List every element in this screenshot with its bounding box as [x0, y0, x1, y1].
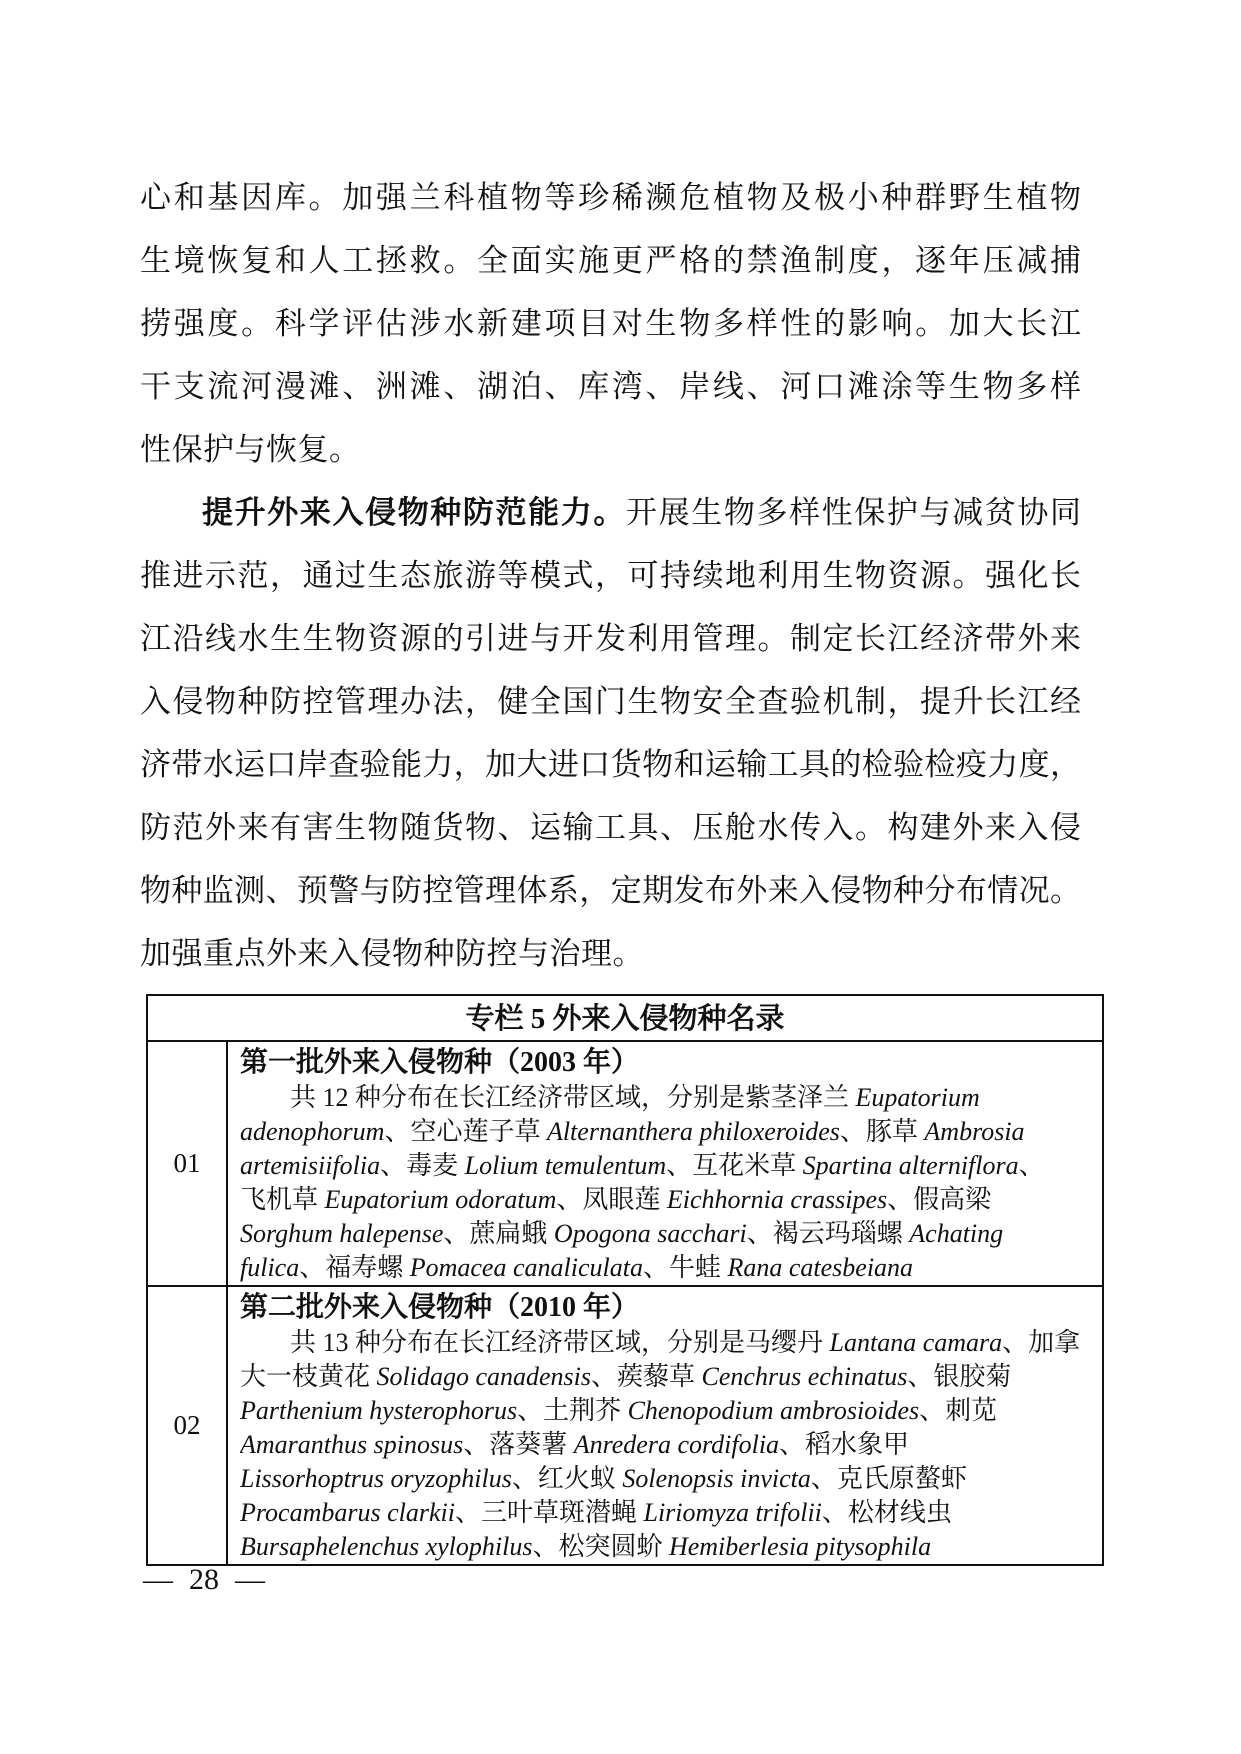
- text-segment: 、红火蚁: [511, 1464, 623, 1493]
- table-row: [148, 1042, 1102, 1285]
- text-segment: 、稻水象甲: [779, 1430, 910, 1459]
- species-latin-name: Procambarus clarkii: [240, 1498, 455, 1527]
- species-latin-name: adenophorum: [240, 1117, 385, 1146]
- text-line: [240, 1360, 1092, 1394]
- footer-dash-left: —: [143, 1563, 173, 1596]
- text-segment: 、福寿螺: [299, 1253, 410, 1282]
- infobox-title: 专栏 5 外来入侵物种名录: [148, 996, 1102, 1042]
- table-row: [148, 1285, 1102, 1564]
- row-number: 02: [148, 1287, 228, 1564]
- text-segment: 济带水运口岸查验能力，加大进口货物和运输工具的检验检疫力度，: [140, 747, 1081, 782]
- text-segment: 、互花米草: [666, 1151, 803, 1180]
- text-segment: 大一枝黄花: [240, 1362, 377, 1391]
- row-heading: 第一批外来入侵物种（2003 年）: [240, 1047, 640, 1078]
- species-latin-name: Hemiberlesia pitysophila: [668, 1532, 932, 1561]
- text-line: [140, 733, 1081, 796]
- text-segment: 性保护与恢复。: [140, 432, 361, 467]
- text-segment: 、三叶草斑潜蝇: [454, 1498, 644, 1527]
- species-latin-name: Pomacea canaliculata: [409, 1253, 643, 1282]
- text-segment: 共 12 种分布在长江经济带区域，分别是紫茎泽兰: [290, 1083, 856, 1112]
- species-latin-name: Opogona sacchari: [553, 1219, 747, 1248]
- text-segment: 、空心莲子草: [384, 1117, 547, 1146]
- text-segment: 、假高梁: [887, 1185, 992, 1214]
- row-body: [240, 1326, 1092, 1564]
- text-line: [140, 166, 1081, 229]
- species-latin-name: Solidago canadensis: [376, 1362, 592, 1391]
- text-segment: 、土荆芥: [517, 1396, 628, 1425]
- species-latin-name: Alternanthera philoxeroides: [546, 1117, 840, 1146]
- text-line: [140, 859, 1081, 922]
- species-latin-name: Achating: [909, 1219, 1004, 1248]
- text-line: [240, 1496, 1092, 1530]
- text-segment: 、刺苋: [919, 1396, 998, 1425]
- text-segment: 、: [1018, 1151, 1045, 1180]
- infobox-invasive-species: [146, 994, 1104, 1566]
- text-line: [240, 1428, 1092, 1462]
- page-number: 28: [189, 1563, 219, 1596]
- species-latin-name: Eichhornia crassipes: [666, 1185, 888, 1214]
- text-segment: 、毒麦: [380, 1151, 465, 1180]
- text-segment: 共 13 种分布在长江经济带区域，分别是马缨丹: [290, 1328, 830, 1357]
- text-line: [240, 1530, 1092, 1564]
- text-segment: 、克氏原螯虾: [810, 1464, 967, 1493]
- text-line: [140, 481, 1081, 544]
- text-segment: 捞强度。科学评估涉水新建项目对生物多样性的影响。加大长江: [140, 306, 1081, 341]
- text-line: [140, 292, 1081, 355]
- text-segment: 干支流河漫滩、洲滩、湖泊、库湾、岸线、河口滩涂等生物多样: [140, 369, 1081, 404]
- text-line: [240, 1394, 1092, 1428]
- text-segment: 飞机草: [240, 1185, 325, 1214]
- text-line: [240, 1462, 1092, 1496]
- text-segment: 心和基因库。加强兰科植物等珍稀濒危植物及极小种群野生植物: [140, 180, 1081, 215]
- species-latin-name: Eupatorium odoratum: [324, 1185, 557, 1214]
- text-segment: 、蒺藜草: [591, 1362, 702, 1391]
- text-line: [240, 1081, 1092, 1115]
- text-line: [140, 922, 1081, 985]
- species-latin-name: Chenopodium ambrosioides: [627, 1396, 920, 1425]
- text-segment: 物种监测、预警与防控管理体系，定期发布外来入侵物种分布情况。: [140, 873, 1081, 908]
- text-line: [140, 544, 1081, 607]
- text-segment: 、松突圆蚧: [532, 1532, 669, 1561]
- text-segment: 开展生物多样性保护与减贫协同: [626, 495, 1081, 530]
- species-latin-name: Lissorhoptrus oryzophilus: [240, 1464, 512, 1493]
- text-line: [240, 1115, 1092, 1149]
- text-line: [240, 1326, 1092, 1360]
- footer-dash-right: —: [235, 1563, 265, 1596]
- text-line: [140, 796, 1081, 859]
- row-number: 01: [148, 1042, 228, 1285]
- text-line: [140, 418, 1081, 481]
- species-latin-name: Lolium temulentum: [464, 1151, 667, 1180]
- species-latin-name: Solenopsis invicta: [622, 1464, 811, 1493]
- text-line: [240, 1251, 1092, 1285]
- text-segment: 、豚草: [839, 1117, 925, 1146]
- row-heading: 第二批外来入侵物种（2010 年）: [240, 1292, 640, 1323]
- species-latin-name: Spartina alterniflora: [802, 1151, 1019, 1180]
- species-latin-name: Bursaphelenchus xylophilus: [240, 1532, 533, 1561]
- text-segment: 、加拿: [1002, 1328, 1081, 1357]
- species-latin-name: Rana catesbeiana: [727, 1253, 914, 1282]
- species-latin-name: artemisiifolia: [240, 1151, 381, 1180]
- text-segment: 江沿线水生生物资源的引进与开发利用管理。制定长江经济带外来: [140, 621, 1081, 656]
- page-footer: [143, 1558, 265, 1602]
- text-segment: 生境恢复和人工拯救。全面实施更严格的禁渔制度，逐年压减捕: [140, 243, 1081, 278]
- species-latin-name: Lantana camara: [829, 1328, 1003, 1357]
- species-latin-name: Ambrosia: [924, 1117, 1025, 1146]
- text-segment: 、银胶菊: [907, 1362, 1012, 1391]
- text-segment: 、落葵薯: [463, 1430, 574, 1459]
- text-segment: 提升外来入侵物种防范能力。: [202, 495, 626, 530]
- species-latin-name: fulica: [240, 1253, 300, 1282]
- text-segment: 、牛蛙: [642, 1253, 728, 1282]
- row-body: [240, 1081, 1092, 1285]
- species-latin-name: Cenchrus echinatus: [701, 1362, 908, 1391]
- text-line: [140, 229, 1081, 292]
- text-segment: 加强重点外来入侵物种防控与治理。: [140, 936, 644, 971]
- text-line: [140, 607, 1081, 670]
- text-line: [240, 1217, 1092, 1251]
- row-content: [228, 1042, 1102, 1285]
- text-segment: 推进示范，通过生态旅游等模式，可持续地利用生物资源。强化长: [140, 558, 1081, 593]
- text-segment: 入侵物种防控管理办法，健全国门生物安全查验机制，提升长江经: [140, 684, 1081, 719]
- species-latin-name: Anredera cordifolia: [573, 1430, 780, 1459]
- text-segment: 、凤眼莲: [556, 1185, 667, 1214]
- body-paragraphs: [140, 166, 1081, 985]
- species-latin-name: Parthenium hysterophorus: [240, 1396, 518, 1425]
- species-latin-name: Amaranthus spinosus: [240, 1430, 464, 1459]
- text-line: [140, 355, 1081, 418]
- text-segment: 防范外来有害生物随货物、运输工具、压舱水传入。构建外来入侵: [140, 810, 1081, 845]
- text-line: [240, 1149, 1092, 1183]
- text-segment: 、松材线虫: [821, 1498, 952, 1527]
- text-segment: 、蔗扁蛾: [443, 1219, 554, 1248]
- species-latin-name: Liriomyza trifolii: [643, 1498, 822, 1527]
- text-line: [140, 670, 1081, 733]
- text-segment: 、褐云玛瑙螺: [746, 1219, 910, 1248]
- species-latin-name: Sorghum halepense: [240, 1219, 444, 1248]
- row-content: [228, 1287, 1102, 1564]
- species-latin-name: Eupatorium: [855, 1083, 980, 1112]
- text-line: [240, 1183, 1092, 1217]
